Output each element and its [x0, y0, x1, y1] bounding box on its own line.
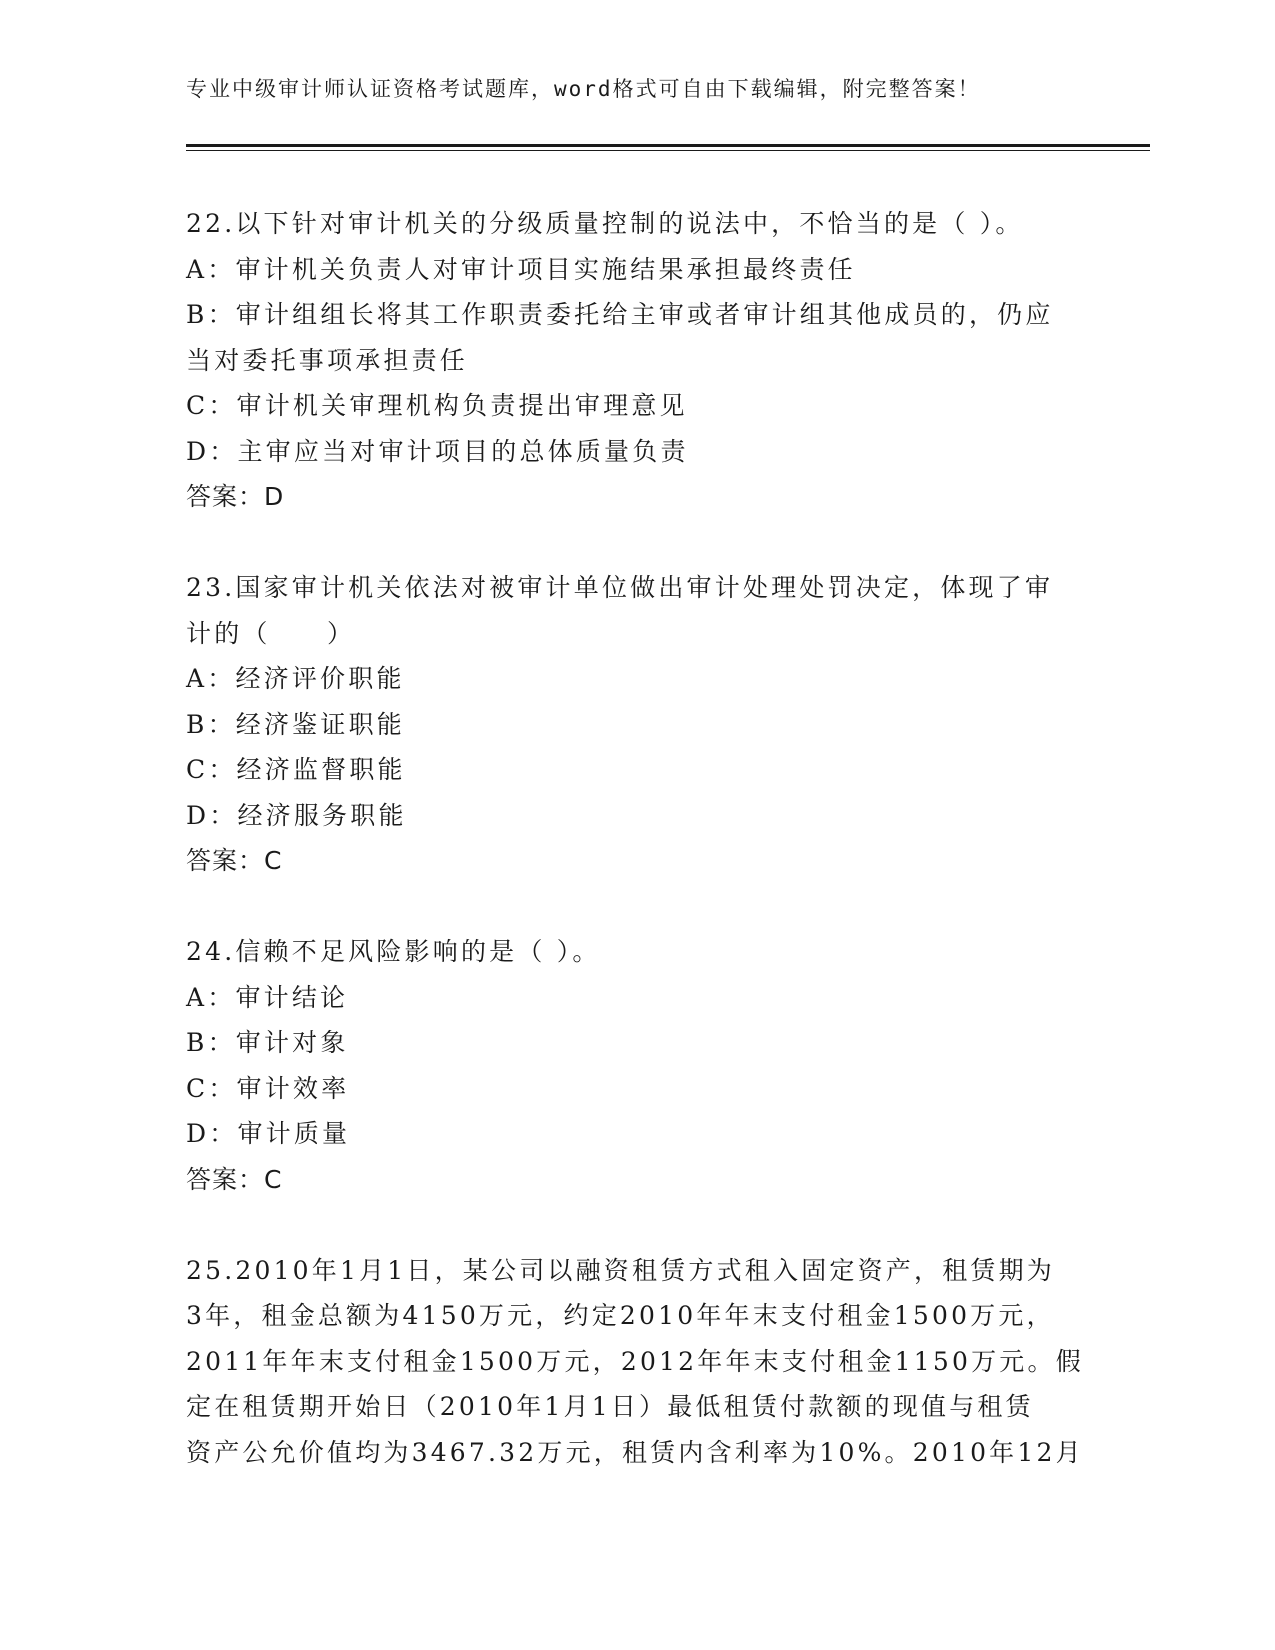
option-d: D：主审应当对审计项目的总体质量负责	[186, 436, 689, 466]
option-b: B：审计组组长将其工作职责委托给主审或者审计组其他成员的，仍应	[186, 300, 1054, 329]
answer: 答案：C	[186, 1164, 283, 1194]
option-d: D：审计质量	[186, 1119, 351, 1148]
option-b: B：经济鉴证职能	[186, 709, 405, 739]
question-stem-continued: 3年，租金总额为4150万元，约定2010年年末支付租金1500万元，	[186, 1301, 1055, 1330]
question-24	[186, 929, 1086, 1202]
question-22	[186, 201, 1086, 520]
option-a: A：审计机关负责人对审计项目实施结果承担最终责任	[186, 254, 856, 284]
option-c: C：审计机关审理机构负责提出审理意见	[186, 391, 688, 420]
question-stem: 25.2010年1月1日，某公司以融资租赁方式租入固定资产，租赁期为	[186, 1255, 1055, 1285]
question-stem-continued: 资产公允价值均为3467.32万元，租赁内含利率为10%。2010年12月	[186, 1437, 1084, 1467]
question-25	[186, 1248, 1086, 1476]
answer: 答案：D	[186, 482, 285, 511]
option-b: B：审计对象	[186, 1028, 349, 1057]
answer: 答案：C	[186, 846, 283, 875]
option-a: A：审计结论	[186, 982, 349, 1012]
question-23	[186, 565, 1086, 884]
spacer	[186, 884, 1086, 930]
question-stem-continued: 计的（ ）	[186, 618, 356, 648]
page-header: 专业中级审计师认证资格考试题库，word格式可自由下载编辑，附完整答案！	[186, 77, 981, 101]
question-stem: 22.以下针对审计机关的分级质量控制的说法中，不恰当的是（ ）。	[186, 209, 1024, 238]
question-stem: 23.国家审计机关依法对被审计单位做出审计处理处罚决定，体现了审	[186, 573, 1054, 602]
option-a: A：经济评价职能	[186, 664, 405, 693]
header-rule-thin	[186, 150, 1150, 151]
option-b-continued: 当对委托事项承担责任	[186, 345, 469, 375]
header-rule-thick	[186, 144, 1150, 147]
question-stem: 24.信赖不足风险影响的是（ ）。	[186, 937, 601, 966]
spacer	[186, 1202, 1086, 1248]
question-list	[186, 201, 1086, 1475]
question-stem-continued: 2011年年末支付租金1500万元，2012年年末支付租金1150万元。假	[186, 1346, 1084, 1376]
spacer	[186, 520, 1086, 566]
question-stem-continued: 定在租赁期开始日（2010年1月1日）最低租赁付款额的现值与租赁	[186, 1392, 1034, 1421]
option-c: C：审计效率	[186, 1073, 350, 1103]
option-d: D：经济服务职能	[186, 800, 407, 830]
option-c: C：经济监督职能	[186, 755, 406, 784]
